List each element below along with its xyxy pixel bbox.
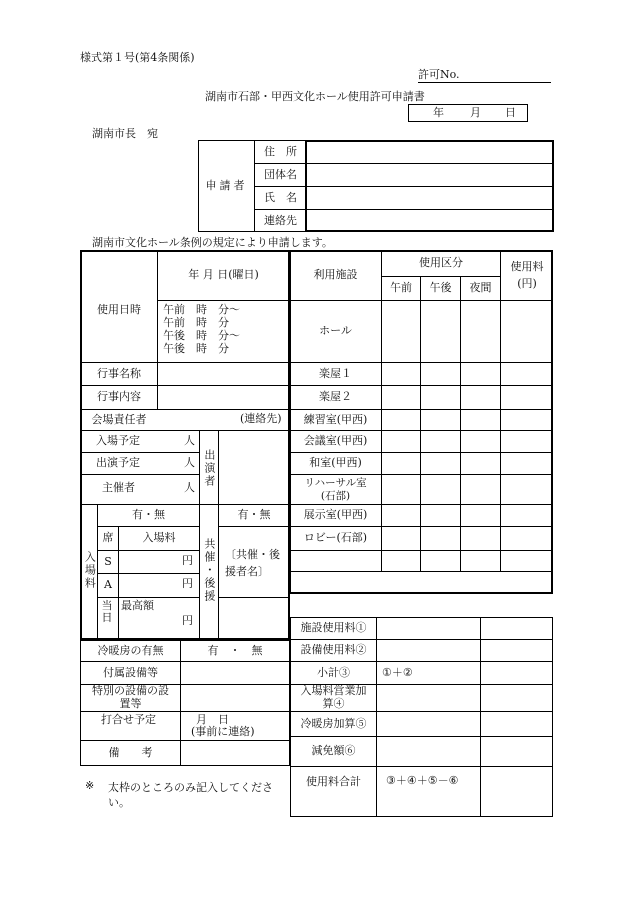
total-fee-label: 使用料合計	[306, 774, 361, 788]
total-fee-amount[interactable]	[481, 767, 552, 816]
date-day-label: 日	[505, 106, 516, 119]
facility-rehearsal-room: リハーサル室 (石部)	[304, 477, 367, 502]
venue-manager-field[interactable]	[158, 410, 238, 430]
hall-am-cell[interactable]	[382, 301, 420, 362]
facility-lobby: ロビー(石部)	[303, 531, 368, 545]
address-label: 住 所	[264, 144, 297, 158]
organizer-label: 主催者	[102, 481, 135, 494]
remarks-label: 備 考	[108, 746, 153, 760]
remarks-field[interactable]	[181, 741, 289, 766]
hall-fee-cell[interactable]	[501, 301, 552, 362]
time-row-1: 午前 時 分～	[163, 303, 240, 316]
hall-night-cell[interactable]	[461, 301, 500, 362]
group-name-label: 団体名	[264, 167, 297, 181]
seat-s-label: S	[104, 554, 112, 568]
name-field[interactable]	[307, 188, 552, 209]
facility-japanese-room: 和室(甲西)	[309, 456, 362, 470]
equipment-fee-label: 設備使用料②	[300, 643, 367, 657]
equipment-label: 付属設備等	[103, 665, 158, 679]
organizer-unit: 人	[184, 481, 195, 494]
admission-yes-no[interactable]: 有・無	[132, 508, 165, 522]
applicant-label: 申請者	[205, 178, 248, 192]
facility-fee-amount[interactable]	[481, 618, 552, 639]
equipment-fee-amount[interactable]	[481, 640, 552, 661]
facility-dressing-room-2: 楽屋２	[319, 390, 352, 404]
usage-datetime-field[interactable]	[160, 302, 288, 360]
usage-category-header: 使用区分	[419, 256, 463, 270]
date-year-label: 年	[433, 106, 444, 119]
fee-unit: (円)	[517, 276, 537, 290]
form-title: 湖南市石部・甲西文化ホール使用許可申請書	[205, 90, 425, 103]
aircon-label: 冷暖房の有無	[97, 643, 164, 657]
admission-surcharge-label: 入場料営業加 算④	[300, 684, 367, 710]
equipment-field[interactable]	[181, 662, 289, 684]
addressee: 湖南市長 宛	[92, 127, 158, 140]
seat-s-yen: 円	[182, 554, 193, 567]
performer-vertical-label: 出演者	[202, 448, 216, 488]
expected-attendance-label: 入場予定	[96, 434, 140, 447]
subtotal-formula: ①＋②	[382, 666, 413, 679]
usage-datetime-label: 使用日時	[97, 302, 141, 316]
special-equipment-field[interactable]	[181, 685, 289, 711]
total-fee-formula: ③＋④＋⑤－⑥	[386, 774, 459, 787]
expected-performers-label: 出演予定	[96, 456, 140, 469]
group-name-field[interactable]	[307, 165, 552, 186]
aircon-yes-no[interactable]: 有 ・ 無	[207, 643, 263, 657]
seat-s-price-field[interactable]	[119, 551, 179, 573]
meeting-note: (事前に連絡)	[191, 725, 255, 738]
performers-unit: 人	[184, 456, 195, 469]
subtotal-amount[interactable]	[481, 662, 552, 684]
max-amount-label: 最高額	[121, 599, 154, 612]
venue-manager-label: 会場責任者	[91, 412, 147, 426]
discount-label: 減免額⑥	[311, 744, 356, 758]
seat-a-label: A	[104, 578, 112, 592]
name-label: 氏 名	[264, 190, 297, 204]
facility-meeting-room: 会議室(甲西)	[303, 434, 368, 448]
time-row-2: 午前 時 分	[163, 316, 229, 329]
contact-field[interactable]	[307, 211, 552, 231]
subtotal-label: 小計③	[317, 665, 350, 679]
permit-no-label: 許可No.	[418, 68, 460, 81]
seat-a-price-field[interactable]	[119, 574, 179, 597]
address-field[interactable]	[307, 142, 552, 163]
facility-fee-label: 施設使用料①	[300, 621, 367, 635]
performer-field[interactable]	[219, 431, 289, 504]
same-day-label: 当日	[101, 598, 113, 624]
cosponsor-names-label: 〔共催・後 援者名〕	[225, 548, 280, 578]
admission-fee-header: 入場料	[142, 531, 176, 545]
attendance-unit: 人	[184, 434, 195, 447]
permit-no-underline	[418, 82, 551, 83]
venue-manager-contact-label: (連絡先)	[240, 412, 282, 425]
contact-label: 連絡先	[264, 213, 297, 227]
facility-hall: ホール	[319, 324, 352, 338]
night-header: 夜間	[469, 281, 492, 295]
time-row-4: 午後 時 分	[163, 342, 229, 355]
event-name-label: 行事名称	[97, 366, 141, 380]
special-equipment-label: 特別の設備の設 置等	[92, 684, 169, 710]
date-weekday-header: 年 月 日(曜日)	[188, 268, 259, 282]
hall-pm-cell[interactable]	[421, 301, 460, 362]
aircon-surcharge-label: 冷暖房加算⑤	[300, 716, 367, 730]
max-amount-yen: 円	[182, 614, 193, 627]
facility-header: 利用施設	[313, 268, 358, 282]
event-content-label: 行事内容	[97, 390, 141, 404]
seat-a-yen: 円	[182, 577, 193, 590]
am-header: 午前	[390, 281, 412, 295]
date-month-label: 月	[470, 106, 481, 119]
footnote: 太枠のところのみ記入してくださ い。	[108, 781, 273, 810]
time-row-3: 午後 時 分～	[163, 329, 240, 342]
admission-fee-vertical-label: 入場料	[83, 550, 97, 590]
footnote-mark: ※	[85, 779, 95, 792]
event-name-field[interactable]	[158, 363, 289, 385]
facility-practice-room: 練習室(甲西)	[303, 412, 368, 426]
meeting-plan-label: 打合せ予定	[101, 713, 156, 726]
facility-exhibition-room: 展示室(甲西)	[303, 508, 368, 522]
cosponsor-vertical-label: 共催・後援	[202, 537, 216, 603]
form-number: 様式第１号(第4条関係)	[80, 51, 195, 64]
cosponsor-yes-no[interactable]: 有・無	[237, 508, 271, 522]
event-content-field[interactable]	[158, 386, 289, 409]
fee-header: 使用料	[510, 259, 544, 273]
statement: 湖南市文化ホール条例の規定により申請します。	[92, 236, 333, 249]
meeting-date[interactable]: 月 日	[196, 713, 229, 726]
cosponsor-names-field[interactable]	[219, 527, 289, 597]
pm-header: 午後	[429, 281, 452, 295]
seat-label: 席	[102, 531, 114, 545]
facility-dressing-room-1: 楽屋１	[319, 366, 352, 380]
